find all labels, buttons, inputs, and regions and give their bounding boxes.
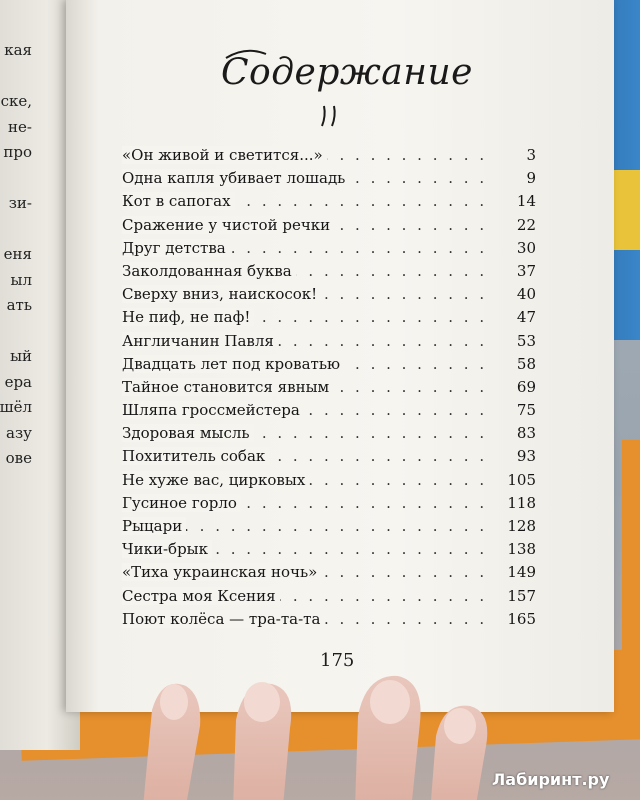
left-page-line xyxy=(0,599,32,625)
toc-page-number: 118 xyxy=(507,493,536,512)
toc-row xyxy=(122,308,536,331)
toc-page-number: 53 xyxy=(516,331,536,350)
left-page-line: ера xyxy=(4,372,32,391)
left-page-line xyxy=(0,574,32,600)
left-page-line: не- xyxy=(8,117,32,136)
toc-title: «Он живой и светится...» xyxy=(122,146,327,164)
toc-row xyxy=(122,563,536,586)
toc-row xyxy=(122,262,536,285)
toc-page-number: 47 xyxy=(516,308,536,327)
left-page-line: шёл xyxy=(0,398,32,416)
toc-page-number: 22 xyxy=(516,215,536,234)
toc-page-number: 14 xyxy=(516,192,536,211)
toc-row xyxy=(122,192,536,215)
toc-row xyxy=(122,494,536,517)
toc-title: Сестра моя Ксения xyxy=(122,587,280,605)
left-page-line xyxy=(0,166,32,192)
toc-row xyxy=(122,401,536,424)
contents-page xyxy=(66,0,614,712)
left-page-line: ыл xyxy=(10,270,32,289)
toc-page-number: 37 xyxy=(516,261,536,280)
page-number: 175 xyxy=(320,650,355,671)
toc-title: Заколдованная буква xyxy=(122,262,296,280)
left-page-line: еня xyxy=(3,245,32,263)
left-page-line xyxy=(0,548,32,574)
toc-page-number: 30 xyxy=(516,238,536,257)
toc-page-number: 138 xyxy=(507,540,536,559)
nail-1 xyxy=(160,684,188,720)
left-page-line: про xyxy=(3,143,32,161)
left-page-line xyxy=(0,523,32,549)
toc-title: Поют колёса — тра-та-та xyxy=(122,610,324,628)
toc-page-number: 75 xyxy=(516,401,536,420)
toc-page-number: 165 xyxy=(507,609,536,628)
nail-2 xyxy=(244,682,280,722)
toc-title: Здоровая мысль xyxy=(122,424,254,442)
toc-title: Не хуже вас, цирковых xyxy=(122,471,309,489)
left-page-line: ске, xyxy=(0,92,32,110)
nail-4 xyxy=(444,708,476,744)
left-page-line: ать xyxy=(6,296,32,314)
toc-page-number: 3 xyxy=(526,146,536,164)
toc-title: Похититель собак xyxy=(122,447,269,465)
toc-page-number: 149 xyxy=(507,563,536,582)
left-page-line xyxy=(0,472,32,498)
left-page-line: кая xyxy=(4,41,32,59)
toc-row xyxy=(122,146,536,169)
left-page-line: азу xyxy=(6,423,32,442)
toc-row xyxy=(122,169,536,192)
toc-row xyxy=(122,447,536,470)
toc-title: Кот в сапогах xyxy=(122,192,235,210)
toc-page-number: 69 xyxy=(516,377,536,396)
left-page-line xyxy=(0,64,32,90)
toc-page-number: 128 xyxy=(507,517,536,535)
toc-page-number: 58 xyxy=(516,354,536,373)
toc-title: Шляпа гроссмейстера xyxy=(122,401,304,419)
toc-page-number: 157 xyxy=(507,586,536,605)
toc-title: Одна капля убивает лошадь xyxy=(122,169,349,187)
toc-title: Чики-брык xyxy=(122,540,212,558)
toc-title: Друг детства xyxy=(122,239,230,257)
nail-3 xyxy=(370,680,410,724)
page-title: Содержание xyxy=(221,52,473,93)
toc-page-number: 83 xyxy=(516,424,536,443)
toc-row xyxy=(122,610,536,633)
toc-title: Сражение у чистой речки xyxy=(122,216,334,234)
toc-title: «Тиха украинская ночь» xyxy=(122,563,321,581)
left-page-line xyxy=(0,497,32,523)
left-page-line xyxy=(0,319,32,345)
left-page-line: ый xyxy=(10,347,32,365)
toc-row xyxy=(122,355,536,378)
watermark: Лабиринт.ру xyxy=(492,770,610,789)
left-page-line: ове xyxy=(5,449,32,467)
toc-title: Тайное становится явным xyxy=(122,378,333,396)
table-of-contents xyxy=(122,146,536,633)
toc-page-number: 9 xyxy=(526,169,536,188)
toc-title: Англичанин Павля xyxy=(122,332,278,350)
toc-row xyxy=(122,471,536,494)
toc-title: Гусиное горло xyxy=(122,494,241,512)
toc-page-number: 40 xyxy=(516,285,536,304)
left-page-line xyxy=(0,217,32,243)
toc-title: Не пиф, не паф! xyxy=(122,308,254,326)
toc-title: Рыцари xyxy=(122,517,186,535)
toc-title: Двадцать лет под кроватью xyxy=(122,355,344,373)
toc-row xyxy=(122,378,536,401)
left-page-text xyxy=(0,38,32,625)
toc-row xyxy=(122,587,536,610)
toc-page-number: 105 xyxy=(507,470,536,489)
toc-row xyxy=(122,540,536,563)
toc-row xyxy=(122,216,536,239)
left-page-line: зи- xyxy=(8,194,32,212)
toc-row xyxy=(122,517,536,540)
toc-row xyxy=(122,424,536,447)
toc-title: Сверху вниз, наискосок! xyxy=(122,285,321,303)
toc-row xyxy=(122,285,536,308)
toc-row xyxy=(122,332,536,355)
toc-page-number: 93 xyxy=(516,447,536,466)
title-flourish xyxy=(66,0,614,140)
toc-row xyxy=(122,239,536,262)
